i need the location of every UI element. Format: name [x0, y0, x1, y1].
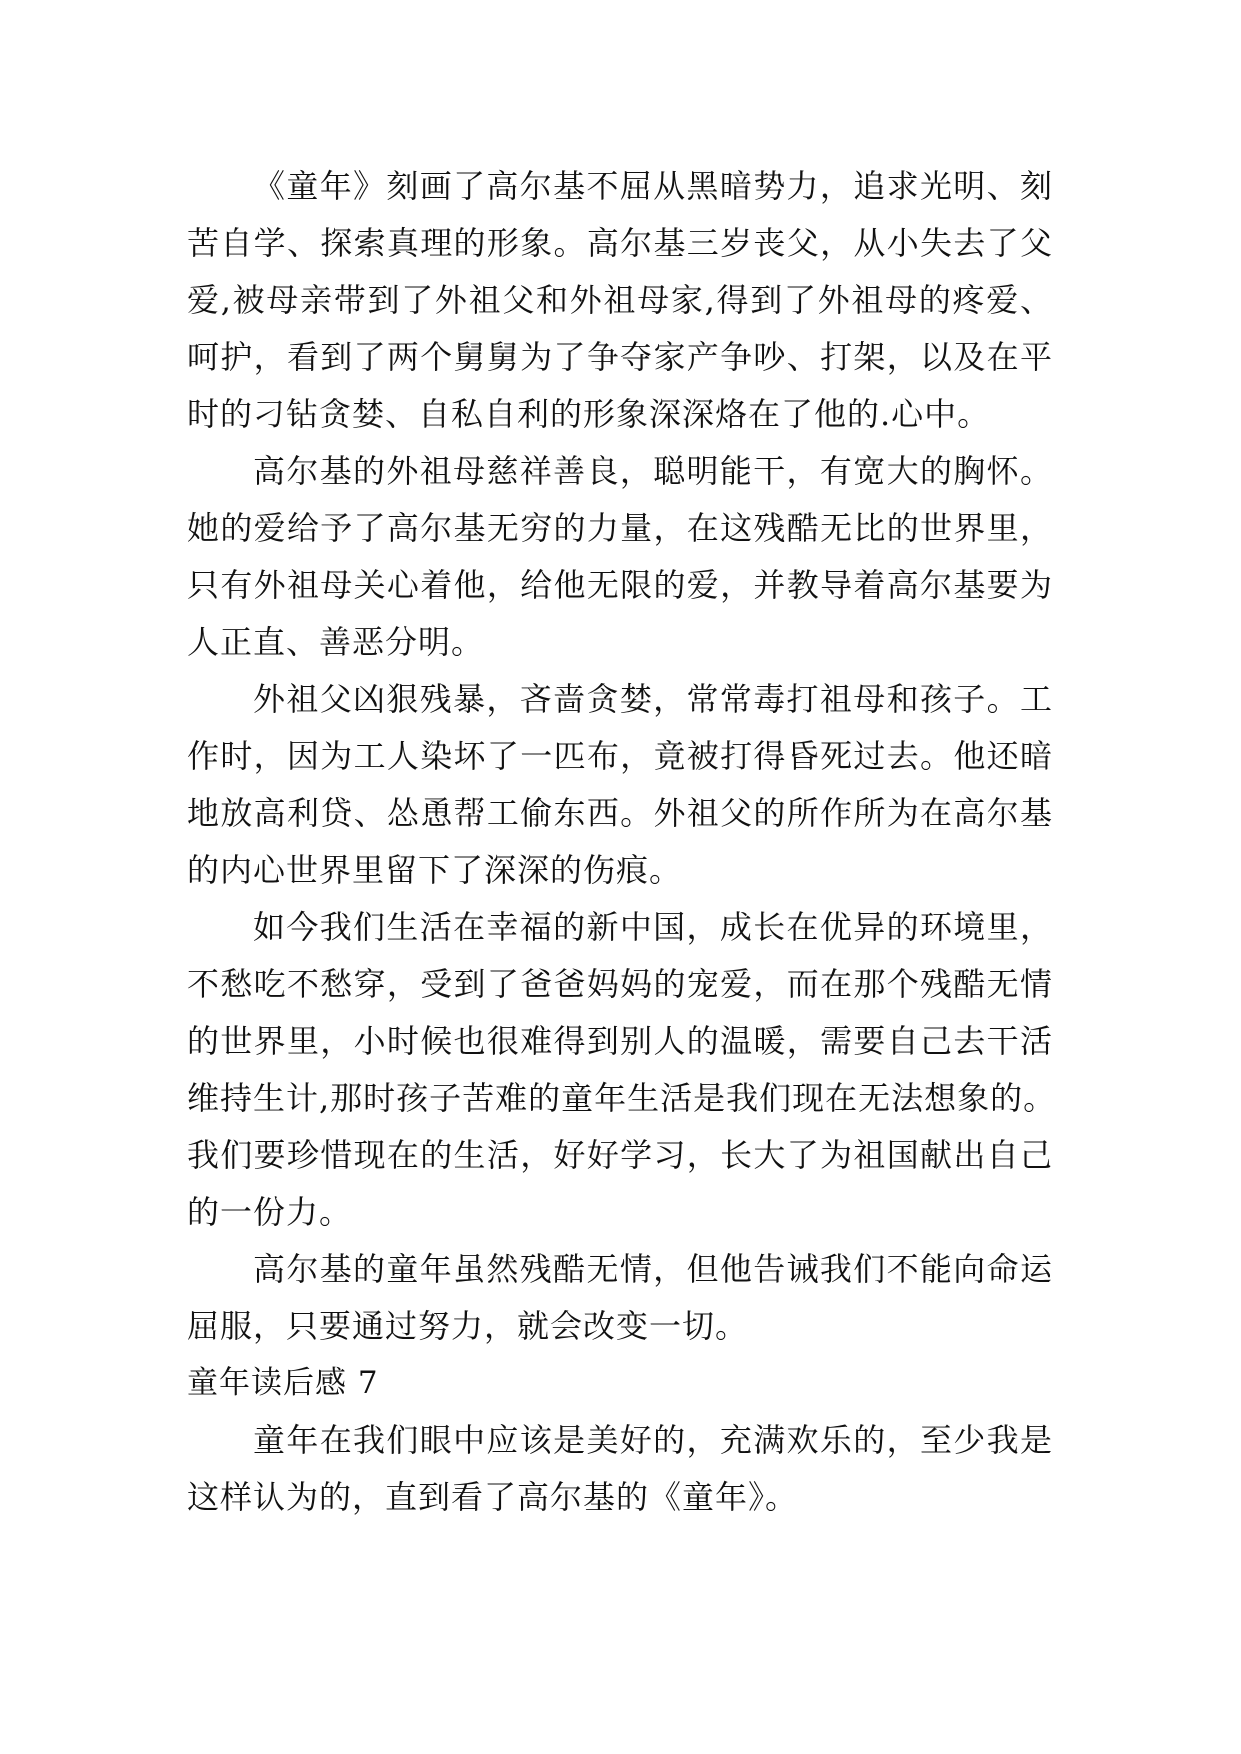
- paragraph-line: 童年在我们眼中应该是美好的，充满欢乐的，至少我是: [253, 1421, 1053, 1459]
- paragraph-1: [187, 158, 1053, 443]
- paragraph-line: 爱,被母亲带到了外祖父和外祖母家,得到了外祖母的疼爱、: [187, 281, 1053, 319]
- paragraph-line: 地放高利贷、怂恿帮工偷东西。外祖父的所作所为在高尔基: [187, 794, 1053, 832]
- paragraph-line: 高尔基的外祖母慈祥善良，聪明能干，有宽大的胸怀。: [253, 452, 1053, 490]
- paragraph-line: 呵护，看到了两个舅舅为了争夺家产争吵、打架，以及在平: [187, 338, 1053, 376]
- paragraph-line: 只有外祖母关心着他，给他无限的爱，并教导着高尔基要为: [187, 566, 1053, 604]
- paragraph-line: 作时，因为工人染坏了一匹布，竟被打得昏死过去。他还暗: [187, 737, 1053, 775]
- paragraph-line: 高尔基的童年虽然残酷无情，但他告诫我们不能向命运: [253, 1250, 1053, 1288]
- paragraph-line: 苦自学、探索真理的形象。高尔基三岁丧父，从小失去了父: [187, 224, 1053, 262]
- paragraph-line: 不愁吃不愁穿，受到了爸爸妈妈的宠爱，而在那个残酷无情: [187, 965, 1053, 1003]
- paragraph-line: 人正直、善恶分明。: [187, 623, 485, 661]
- paragraph-line: 如今我们生活在幸福的新中国，成长在优异的环境里，: [253, 908, 1053, 946]
- paragraph-line: 这样认为的，直到看了高尔基的《童年》。: [187, 1478, 799, 1516]
- paragraph-line: 她的爱给予了高尔基无穷的力量，在这残酷无比的世界里，: [187, 509, 1053, 547]
- paragraph-line: 的内心世界里留下了深深的伤痕。: [187, 851, 683, 889]
- paragraph-3: [187, 671, 1053, 899]
- paragraph-line: 屈服，只要通过努力，就会改变一切。: [187, 1307, 749, 1345]
- paragraph-line: 外祖父凶狠残暴，吝啬贪婪，常常毒打祖母和孩子。工: [253, 680, 1053, 718]
- paragraph-line: 的一份力。: [187, 1193, 353, 1231]
- paragraph-5: [187, 1241, 1053, 1355]
- paragraph-6: [187, 1412, 1053, 1526]
- section-2: [187, 1355, 1053, 1526]
- section-heading: 童年读后感 7: [187, 1365, 379, 1401]
- paragraph-2: [187, 443, 1053, 671]
- section-1: [187, 158, 1057, 1355]
- paragraph-line: 时的刁钻贪婪、自私自利的形象深深烙在了他的.心中。: [187, 395, 991, 433]
- paragraph-line: 维持生计,那时孩子苦难的童年生活是我们现在无法想象的。: [187, 1079, 1057, 1117]
- paragraph-line: 我们要珍惜现在的生活，好好学习，长大了为祖国献出自己: [187, 1136, 1053, 1174]
- paragraph-line: 的世界里，小时候也很难得到别人的温暖，需要自己去干活: [187, 1022, 1053, 1060]
- paragraph-4: [187, 899, 1057, 1241]
- paragraph-line: 《童年》刻画了高尔基不屈从黑暗势力，追求光明、刻: [253, 167, 1053, 205]
- document-body: [187, 158, 1057, 1526]
